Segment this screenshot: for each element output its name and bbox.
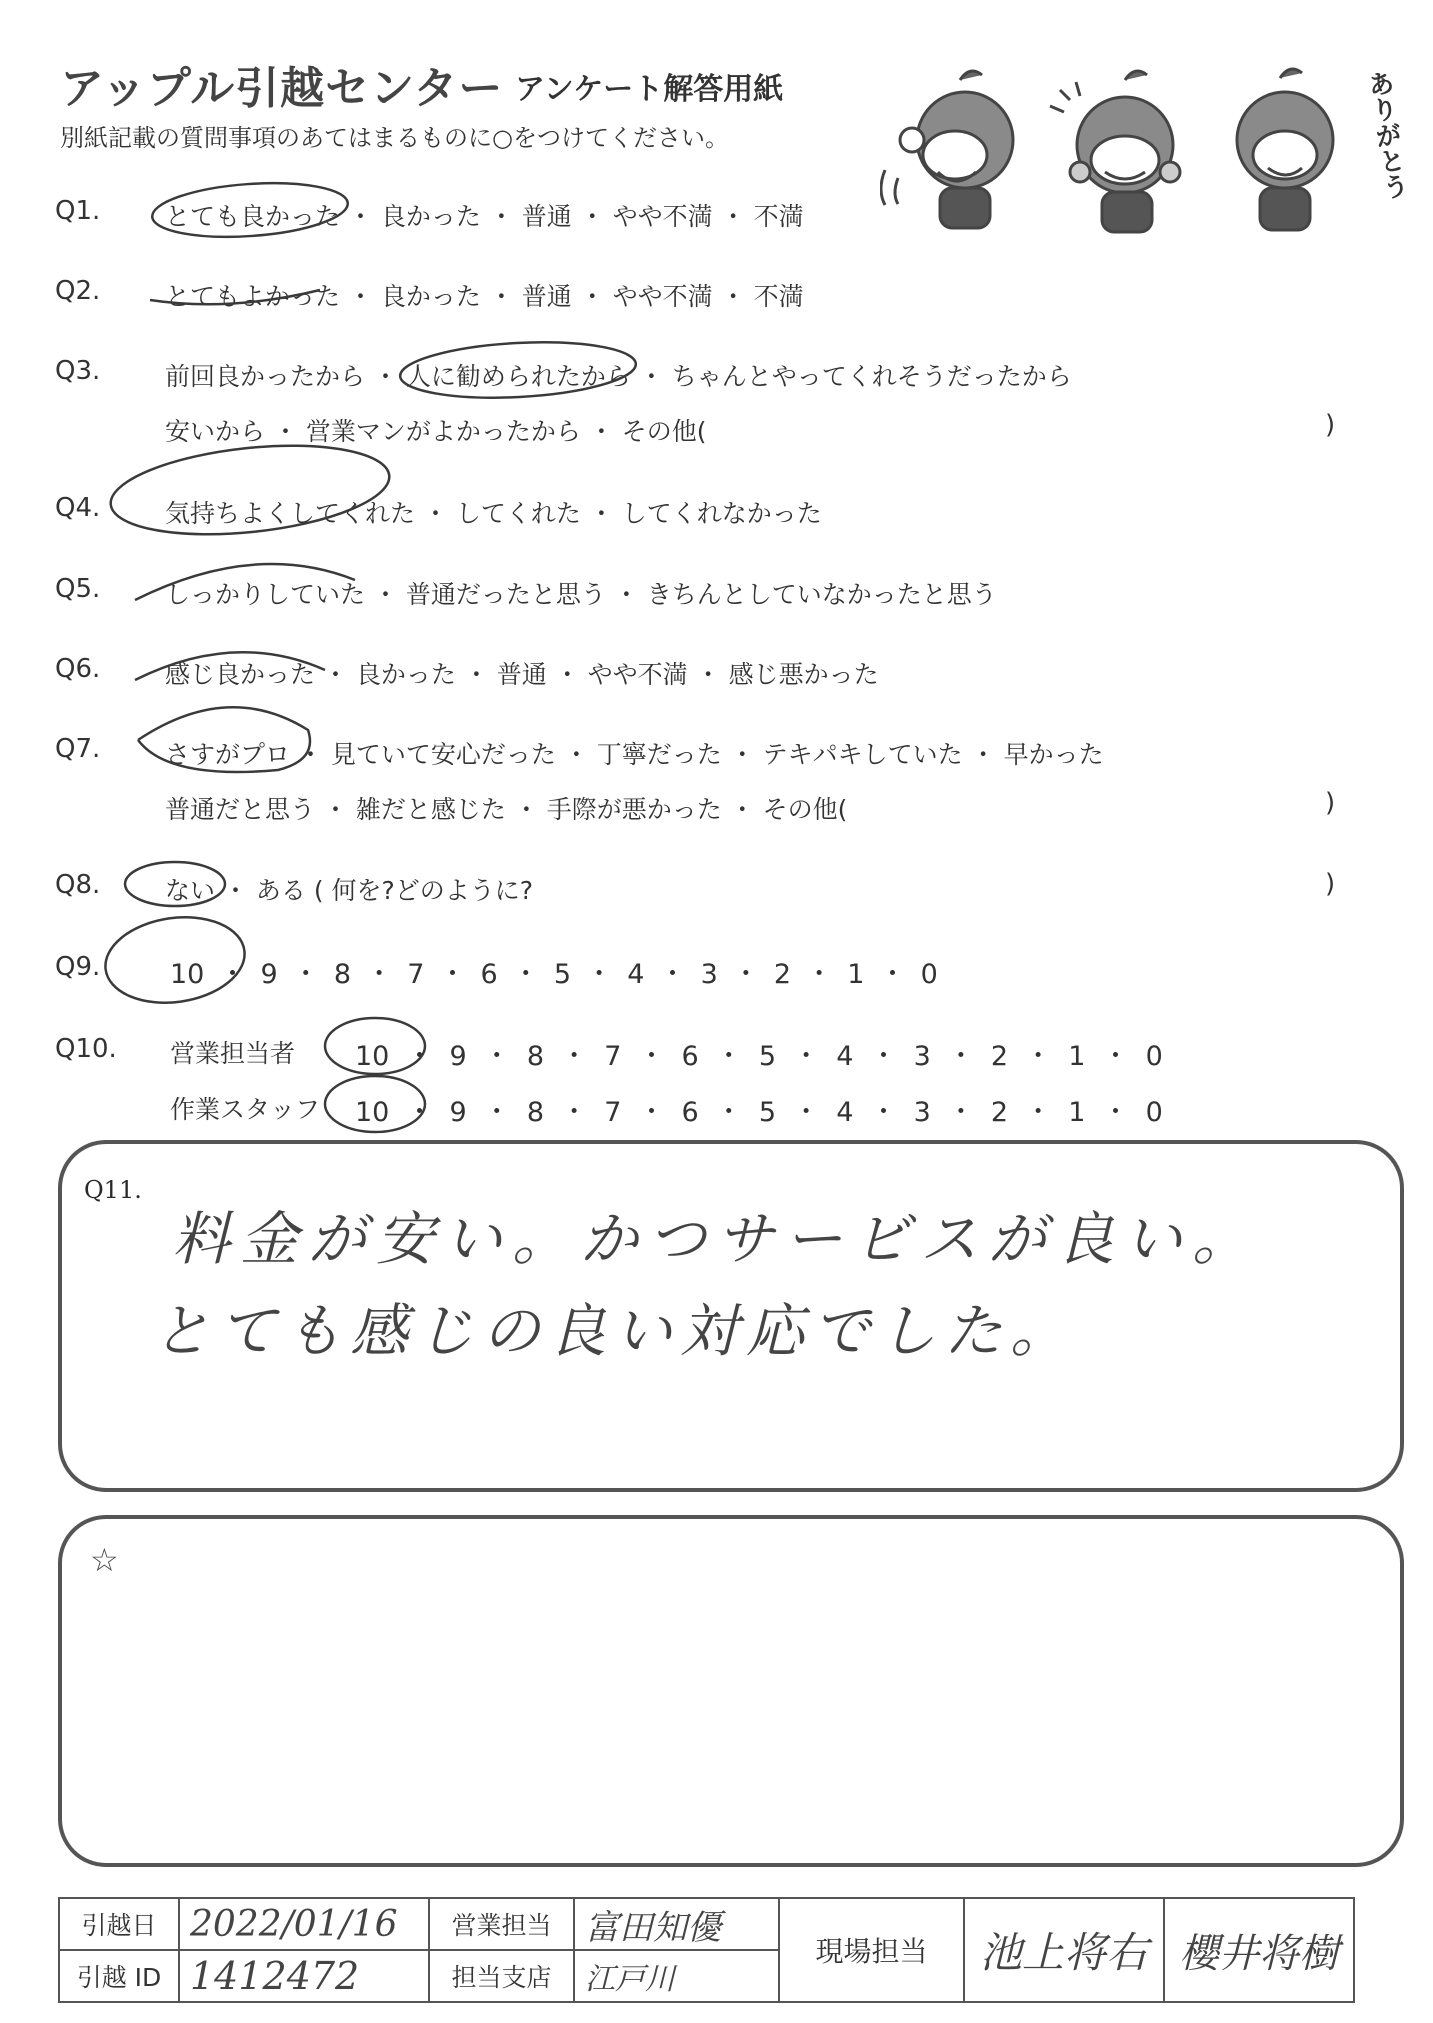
- q7-options-line1[interactable]: さすがプロ ・ 見ていて安心だった ・ 丁寧だった ・ テキパキしていた ・ 早かった: [165, 740, 1104, 769]
- q7-close-paren: ): [1325, 788, 1336, 818]
- q11-comment-line2: とても感じの良い対応でした。: [152, 1297, 1077, 1365]
- info-table: [58, 1897, 1355, 2003]
- move-date-label: 引越日: [59, 1898, 179, 1950]
- q7-label: Q7.: [55, 734, 101, 764]
- q1-options[interactable]: とても良かった ・ 良かった ・ 普通 ・ やや不満 ・ 不満: [165, 202, 804, 231]
- form-title: アンケート解答用紙: [515, 72, 784, 107]
- q11-comment-box: [58, 1140, 1404, 1492]
- q11-label: Q11.: [84, 1176, 142, 1204]
- q3-close-paren: ): [1325, 410, 1336, 440]
- move-id-label: 引越 ID: [59, 1950, 179, 2002]
- q10-staff-scale[interactable]: 10 ・ 9 ・ 8 ・ 7 ・ 6 ・ 5 ・ 4 ・ 3 ・ 2 ・ 1 ・ 0: [355, 1097, 1163, 1128]
- q6-options[interactable]: 感じ良かった ・ 良かった ・ 普通 ・ やや不満 ・ 感じ悪かった: [165, 660, 879, 689]
- branch-label: 担当支店: [429, 1950, 574, 2002]
- sales-label: 営業担当: [429, 1898, 574, 1950]
- site-staff-1: 池上将右: [964, 1898, 1164, 2002]
- q5-label: Q5.: [55, 574, 101, 604]
- q3-label: Q3.: [55, 356, 101, 386]
- q4-label: Q4.: [55, 493, 101, 523]
- q9-label: Q9.: [55, 952, 101, 982]
- instruction-text: 別紙記載の質問事項のあてはまるものに○をつけてください。: [60, 124, 729, 152]
- q10-sales-label: 営業担当者: [170, 1039, 296, 1068]
- q8-close-paren: ): [1325, 869, 1336, 899]
- q11-comment-line1: 料金が安い。かつサービスが良い。: [172, 1205, 1261, 1273]
- q7-options-line2[interactable]: 普通だと思う ・ 雑だと感じた ・ 手際が悪かった ・ その他(: [165, 795, 848, 824]
- q10-sales-scale[interactable]: 10 ・ 9 ・ 8 ・ 7 ・ 6 ・ 5 ・ 4 ・ 3 ・ 2 ・ 1 ・ 0: [355, 1041, 1163, 1072]
- sales-name: 富田知優: [574, 1898, 779, 1950]
- q1-label: Q1.: [55, 196, 101, 226]
- star-icon: ☆: [90, 1541, 119, 1579]
- q3-options-line1[interactable]: 前回良かったから ・ 人に勧められたから ・ ちゃんとやってくれそうだったから: [165, 362, 1072, 391]
- q8-options[interactable]: ない ・ ある ( 何を?どのように?: [165, 876, 534, 905]
- q8-label: Q8.: [55, 870, 101, 900]
- q6-label: Q6.: [55, 654, 101, 684]
- q5-options[interactable]: しっかりしていた ・ 普通だったと思う ・ きちんとしていなかったと思う: [165, 580, 997, 609]
- q3-options-line2[interactable]: 安いから ・ 営業マンがよかったから ・ その他(: [165, 417, 707, 446]
- branch-name: 江戸川: [574, 1950, 779, 2002]
- q2-label: Q2.: [55, 276, 101, 306]
- q2-options[interactable]: とてもよかった ・ 良かった ・ 普通 ・ やや不満 ・ 不満: [165, 282, 804, 311]
- company-name: アップル引越センター: [60, 63, 504, 114]
- move-id-value: 1412472: [179, 1950, 429, 2002]
- site-label: 現場担当: [779, 1898, 964, 2002]
- move-date-value: 2022/01/16: [179, 1898, 429, 1950]
- q10-label: Q10.: [55, 1034, 117, 1064]
- free-comment-box: [58, 1515, 1404, 1867]
- thanks-label: ありがとう: [1362, 68, 1410, 202]
- q9-scale[interactable]: 10 ・ 9 ・ 8 ・ 7 ・ 6 ・ 5 ・ 4 ・ 3 ・ 2 ・ 1 ・ 0: [170, 959, 938, 990]
- site-staff-2: 櫻井将樹: [1164, 1898, 1354, 2002]
- q4-options[interactable]: 気持ちよくしてくれた ・ してくれた ・ してくれなかった: [165, 499, 822, 528]
- mascot-illustration: [880, 60, 1360, 240]
- q10-staff-label: 作業スタッフ: [170, 1095, 321, 1124]
